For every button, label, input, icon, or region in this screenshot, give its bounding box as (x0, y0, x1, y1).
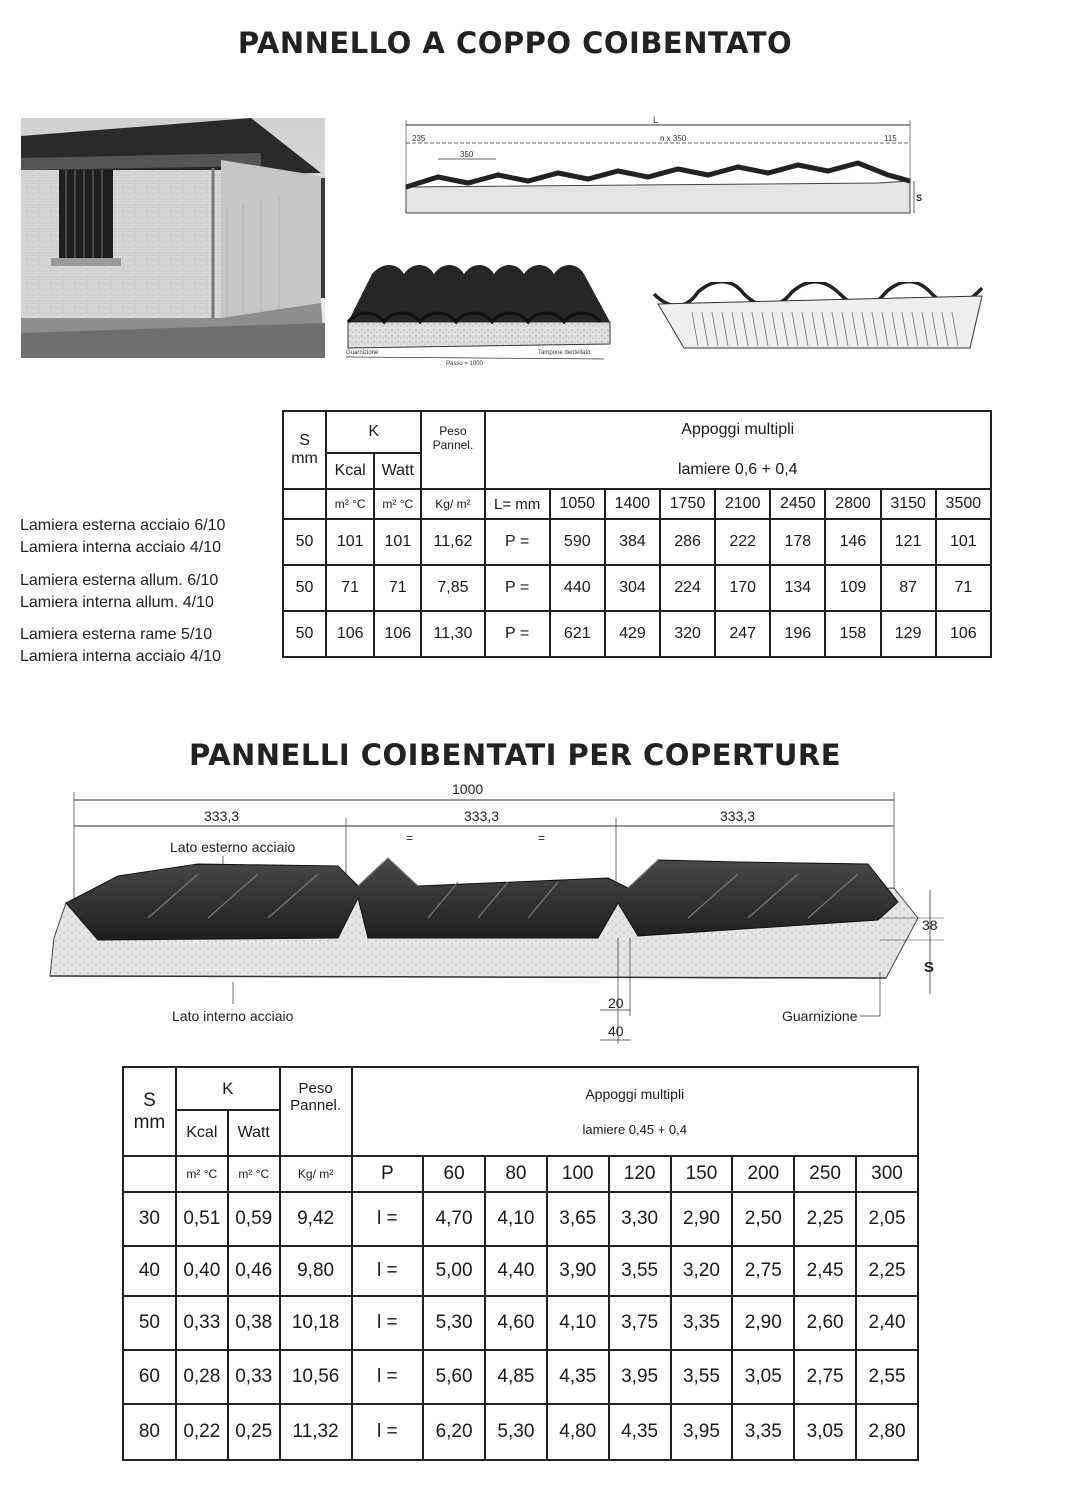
cell-watt: 101 (374, 519, 421, 565)
cell-p: P = (485, 611, 550, 657)
load-header: 120 (609, 1156, 671, 1192)
cell-kcal: 106 (326, 611, 374, 657)
label-tampone: Tampone dentellato (538, 350, 591, 356)
cell-value: 2,45 (794, 1246, 856, 1296)
cell-peso: 9,80 (280, 1246, 352, 1296)
material-steel (20, 515, 225, 559)
cell-value: 2,25 (794, 1192, 856, 1246)
dim-1000: 1000 (452, 781, 484, 797)
unit-watt: m² °C (374, 489, 421, 519)
material-line: Lamiera esterna acciaio 6/10 (20, 517, 226, 534)
dim-s-label: S (916, 193, 923, 203)
dim-333-a: 333,3 (204, 808, 240, 824)
cell-value: 2,25 (856, 1246, 918, 1296)
table-row (283, 519, 991, 565)
cell-kcal: 0,33 (176, 1296, 228, 1350)
roof-panel-drawing (38, 778, 948, 1050)
cell-value: 196 (770, 611, 825, 657)
cell-value: 2,80 (856, 1404, 918, 1460)
header-s: S mm (123, 1067, 176, 1156)
cell-peso: 7,85 (421, 565, 484, 611)
cell-value: 621 (550, 611, 605, 657)
label-guarnizione: Guarnizione (346, 350, 379, 356)
cell-p: P = (485, 519, 550, 565)
cell-watt: 0,38 (228, 1296, 280, 1350)
cell-s: 50 (123, 1296, 176, 1350)
cell-value: 4,10 (485, 1192, 547, 1246)
load-header: 100 (547, 1156, 609, 1192)
header-watt: Watt (228, 1110, 280, 1156)
span-header: 2800 (825, 489, 880, 519)
load-header: 150 (671, 1156, 733, 1192)
material-line: Lamiera esterna rame 5/10 (20, 626, 213, 643)
cell-value: 384 (605, 519, 660, 565)
cell-value: 5,30 (423, 1296, 485, 1350)
cell-kcal: 71 (326, 565, 374, 611)
cell-value: 146 (825, 519, 880, 565)
header-peso: Peso Pannel. (280, 1067, 352, 1156)
cell-watt: 0,33 (228, 1350, 280, 1404)
cell-value: 224 (660, 565, 715, 611)
header-peso: Peso Pannel. (421, 411, 484, 489)
table-row (123, 1296, 918, 1350)
cell-l: l = (352, 1246, 424, 1296)
dim-left-label: 235 (412, 134, 426, 143)
span-header: 1750 (660, 489, 715, 519)
cell-kcal: 0,28 (176, 1350, 228, 1404)
dim-step-label: 350 (460, 150, 474, 159)
cell-s: 80 (123, 1404, 176, 1460)
header-kcal: Kcal (326, 453, 374, 489)
label-lato-esterno: Lato esterno acciaio (170, 839, 296, 855)
coppo-load-table (282, 410, 992, 658)
cell-value: 429 (605, 611, 660, 657)
cell-value: 3,35 (732, 1404, 794, 1460)
table-row (283, 565, 991, 611)
dim-333-c: 333,3 (720, 808, 756, 824)
cell-value: 2,90 (671, 1192, 733, 1246)
cell-s: 40 (123, 1246, 176, 1296)
load-header: 250 (794, 1156, 856, 1192)
cell-value: 4,85 (485, 1350, 547, 1404)
cell-value: 5,00 (423, 1246, 485, 1296)
unit-peso: Kg/ m² (421, 489, 484, 519)
dim-right-label: 115 (884, 134, 897, 143)
cell-value: 4,35 (609, 1404, 671, 1460)
cell-kcal: 0,51 (176, 1192, 228, 1246)
cell-value: 158 (825, 611, 880, 657)
cell-value: 3,65 (547, 1192, 609, 1246)
load-header: 200 (732, 1156, 794, 1192)
section2-title: PANNELLI COIBENTATI PER COPERTURE (188, 738, 842, 772)
cell-s: 60 (123, 1350, 176, 1404)
cell-watt: 0,25 (228, 1404, 280, 1460)
unit-kcal: m² °C (326, 489, 374, 519)
eq-mark: = (406, 831, 414, 845)
span-header: 1050 (550, 489, 605, 519)
cell-value: 2,50 (732, 1192, 794, 1246)
cell-value: 3,30 (609, 1192, 671, 1246)
cell-value: 71 (936, 565, 991, 611)
cell-peso: 9,42 (280, 1192, 352, 1246)
cell-value: 3,55 (671, 1350, 733, 1404)
label-lato-interno: Lato interno acciaio (172, 1008, 294, 1024)
dim-mid-label: n x 350 (660, 134, 687, 143)
cell-peso: 10,56 (280, 1350, 352, 1404)
dim-total-label: L (653, 115, 659, 125)
cell-value: 87 (881, 565, 936, 611)
cell-value: 3,95 (609, 1350, 671, 1404)
cell-value: 286 (660, 519, 715, 565)
span-header: 3500 (936, 489, 991, 519)
dim-38: 38 (922, 917, 938, 933)
house-photo (21, 118, 325, 358)
cell-value: 4,80 (547, 1404, 609, 1460)
unit-peso: Kg/ m² (280, 1156, 352, 1192)
load-header: 60 (423, 1156, 485, 1192)
cell-kcal: 0,40 (176, 1246, 228, 1296)
cell-s: 50 (283, 519, 326, 565)
material-line: Lamiera interna acciaio 4/10 (20, 648, 222, 665)
header-k: K (176, 1067, 280, 1110)
cell-value: 320 (660, 611, 715, 657)
cell-value: 178 (770, 519, 825, 565)
cell-value: 129 (881, 611, 936, 657)
cell-l: l = (352, 1350, 424, 1404)
cell-value: 590 (550, 519, 605, 565)
cell-value: 2,90 (732, 1296, 794, 1350)
cell-peso: 11,62 (421, 519, 484, 565)
cell-value: 101 (936, 519, 991, 565)
cell-value: 4,60 (485, 1296, 547, 1350)
cell-value: 4,10 (547, 1296, 609, 1350)
dim-40: 40 (608, 1023, 624, 1039)
cell-watt: 71 (374, 565, 421, 611)
load-header: 300 (856, 1156, 918, 1192)
header-appoggi: Appoggi multipli lamiere 0,6 + 0,4 (485, 411, 991, 489)
table-row (123, 1246, 918, 1296)
roof-panel-load-table (122, 1066, 919, 1461)
coppo-panel-underside (652, 282, 984, 352)
cell-value: 3,90 (547, 1246, 609, 1296)
cell-p: P = (485, 565, 550, 611)
cell-peso: 11,32 (280, 1404, 352, 1460)
cell-value: 121 (881, 519, 936, 565)
dim-333-b: 333,3 (464, 808, 500, 824)
cell-watt: 106 (374, 611, 421, 657)
header-p: P (352, 1156, 424, 1192)
section1-title: PANNELLO A COPPO COIBENTATO (237, 26, 793, 60)
cell-value: 3,35 (671, 1296, 733, 1350)
cell-s: 50 (283, 565, 326, 611)
cell-value: 440 (550, 565, 605, 611)
cell-value: 247 (715, 611, 770, 657)
unit-kcal: m² °C (176, 1156, 228, 1192)
material-aluminium (20, 570, 218, 614)
header-appoggi: Appoggi multipli lamiere 0,45 + 0,4 (352, 1067, 918, 1156)
span-header: 1400 (605, 489, 660, 519)
cell-value: 5,30 (485, 1404, 547, 1460)
table-row (283, 611, 991, 657)
cell-value: 304 (605, 565, 660, 611)
cell-value: 4,35 (547, 1350, 609, 1404)
cell-value: 3,55 (609, 1246, 671, 1296)
header-kcal: Kcal (176, 1110, 228, 1156)
cell-s: 50 (283, 611, 326, 657)
cell-value: 2,75 (732, 1246, 794, 1296)
material-line: Lamiera esterna allum. 6/10 (20, 572, 219, 589)
coppo-panel-3d (342, 262, 614, 368)
dim-s: S (924, 959, 935, 976)
cell-l: l = (352, 1192, 424, 1246)
load-header: 80 (485, 1156, 547, 1192)
unit-watt: m² °C (228, 1156, 280, 1192)
cell-value: 4,70 (423, 1192, 485, 1246)
table-row (123, 1192, 918, 1246)
cell-value: 3,05 (794, 1404, 856, 1460)
cell-value: 109 (825, 565, 880, 611)
cell-value: 3,20 (671, 1246, 733, 1296)
cell-value: 2,75 (794, 1350, 856, 1404)
cell-kcal: 101 (326, 519, 374, 565)
cell-value: 134 (770, 565, 825, 611)
cell-value: 6,20 (423, 1404, 485, 1460)
table-row (123, 1350, 918, 1404)
cell-peso: 11,30 (421, 611, 484, 657)
material-line: Lamiera interna allum. 4/10 (20, 594, 214, 611)
cell-watt: 0,59 (228, 1192, 280, 1246)
cell-value: 3,95 (671, 1404, 733, 1460)
cell-value: 2,05 (856, 1192, 918, 1246)
header-k: K (326, 411, 421, 453)
cell-peso: 10,18 (280, 1296, 352, 1350)
cell-value: 4,40 (485, 1246, 547, 1296)
header-watt: Watt (374, 453, 421, 489)
cell-value: 222 (715, 519, 770, 565)
table-row (123, 1404, 918, 1460)
material-copper (20, 624, 221, 668)
cell-s: 30 (123, 1192, 176, 1246)
span-header: 3150 (881, 489, 936, 519)
label-guarnizione-2: Guarnizione (782, 1008, 858, 1024)
header-length: L= mm (485, 489, 550, 519)
coppo-section-drawing (398, 115, 928, 225)
cell-value: 5,60 (423, 1350, 485, 1404)
eq-mark: = (538, 831, 546, 845)
dim-20: 20 (608, 995, 624, 1011)
cell-value: 106 (936, 611, 991, 657)
cell-kcal: 0,22 (176, 1404, 228, 1460)
cell-l: l = (352, 1404, 424, 1460)
cell-value: 2,55 (856, 1350, 918, 1404)
material-line: Lamiera interna acciaio 4/10 (20, 539, 222, 556)
cell-value: 170 (715, 565, 770, 611)
cell-value: 2,60 (794, 1296, 856, 1350)
span-header: 2100 (715, 489, 770, 519)
cell-value: 3,05 (732, 1350, 794, 1404)
cell-value: 3,75 (609, 1296, 671, 1350)
cell-value: 2,40 (856, 1296, 918, 1350)
span-header: 2450 (770, 489, 825, 519)
header-s: S mm (283, 411, 326, 489)
label-passo: Passo = 1000 (446, 361, 483, 367)
cell-watt: 0,46 (228, 1246, 280, 1296)
cell-l: l = (352, 1296, 424, 1350)
